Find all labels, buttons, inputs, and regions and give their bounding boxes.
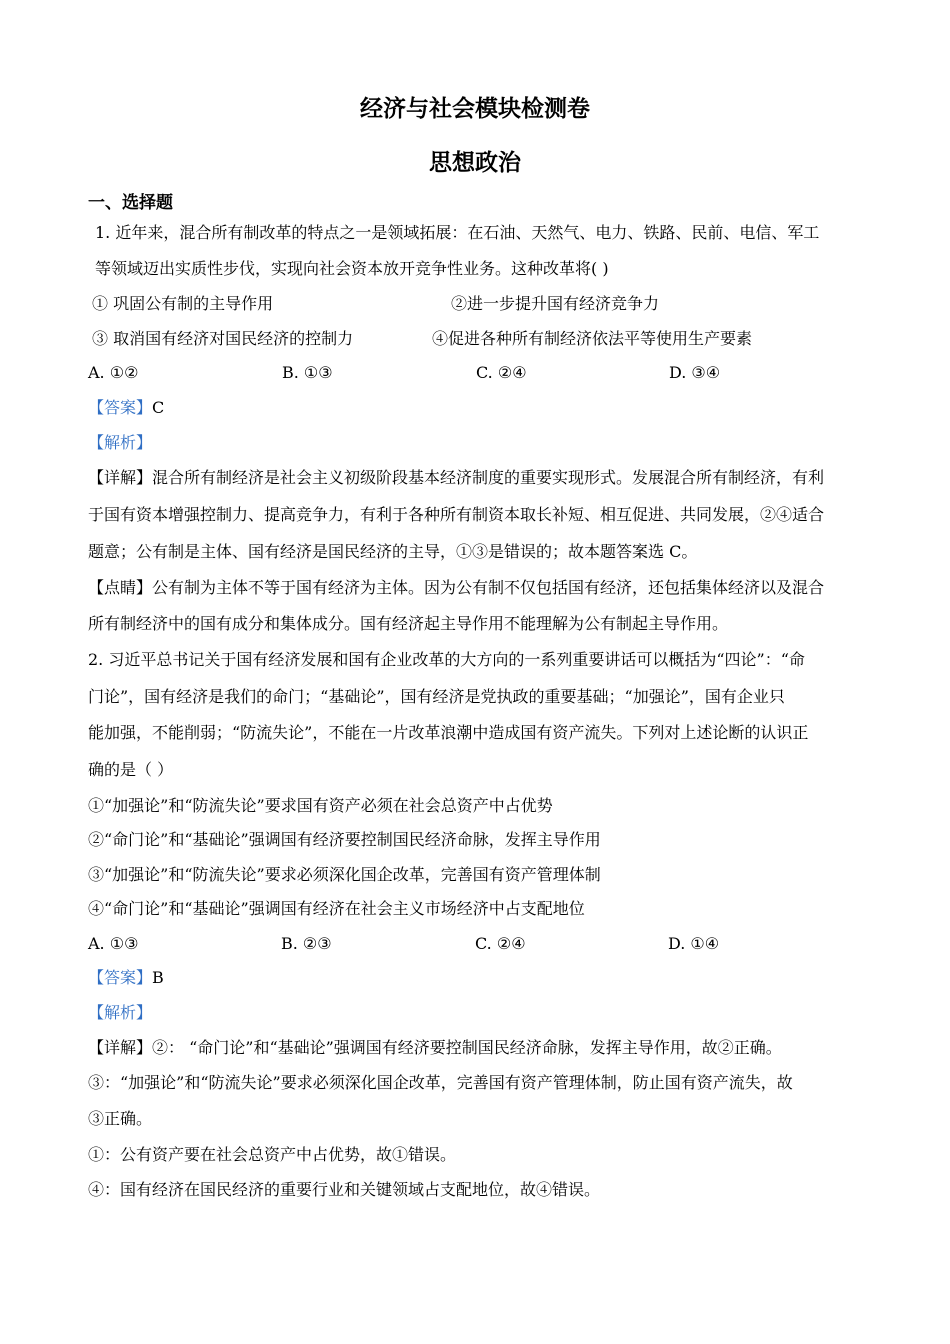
q1-option-a: A. ①② bbox=[88, 363, 139, 382]
q1-option-b: B. ①③ bbox=[282, 363, 333, 382]
q1-statement-2: ②进一步提升国有经济竞争力 bbox=[451, 294, 660, 313]
page-subtitle: 思想政治 bbox=[429, 149, 521, 176]
q2-answer-tag: 【答案】 bbox=[88, 968, 153, 987]
q1-detail-line-3: 题意；公有制是主体、国有经济是国民经济的主导，①③是错误的；故本题答案选 C。 bbox=[88, 542, 698, 561]
q2-stem-line-4: 确的是（ ） bbox=[88, 760, 174, 779]
q2-statement-4: ④“命门论”和“基础论”强调国有经济在社会主义市场经济中占支配地位 bbox=[88, 899, 585, 918]
q1-stem-line-1: 1. 近年来，混合所有制改革的特点之一是领域拓展：在石油、天然气、电力、铁路、民前、电信、军工 bbox=[95, 223, 820, 242]
q1-analysis-tag: 【解析】 bbox=[88, 433, 153, 452]
q2-answer-value: B bbox=[152, 968, 164, 987]
q2-stem-line-3: 能加强，不能削弱；“防流失论”，不能在一片改革浪潮中造成国有资产流失。下列对上述论断的认识正 bbox=[88, 723, 809, 742]
q2-detail-line-2: ③：“加强论”和“防流失论”要求必须深化国企改革，完善国有资产管理体制，防止国有资产流失，故 bbox=[88, 1073, 793, 1092]
q1-answer bbox=[88, 397, 164, 419]
q1-statement-4: ④促进各种所有制经济依法平等使用生产要素 bbox=[432, 329, 753, 348]
q1-answer-value: C bbox=[152, 398, 165, 417]
q2-analysis-tag: 【解析】 bbox=[88, 1003, 153, 1022]
q2-option-a: A. ①③ bbox=[88, 934, 139, 953]
q2-statement-2: ②“命门论”和“基础论”强调国有经济要控制国民经济命脉，发挥主导作用 bbox=[88, 830, 601, 849]
q2-detail-line-1: 【详解】②： “命门论”和“基础论”强调国有经济要控制国民经济命脉，发挥主导作用，故②正确。 bbox=[88, 1038, 782, 1057]
q2-answer bbox=[88, 967, 164, 989]
q1-answer-tag: 【答案】 bbox=[88, 398, 153, 417]
q2-stem-line-2: 门论”，国有经济是我们的命门；“基础论”，国有经济是党执政的重要基础；“加强论”，国有企业只 bbox=[88, 687, 785, 706]
q1-detail-line-1: 【详解】混合所有制经济是社会主义初级阶段基本经济制度的重要实现形式。发展混合所有制经济，有利 bbox=[88, 468, 825, 487]
q2-stem-line-1: 2. 习近平总书记关于国有经济发展和国有企业改革的大方向的一系列重要讲话可以概括为“四论”：“命 bbox=[88, 650, 805, 669]
q1-option-d: D. ③④ bbox=[669, 363, 721, 382]
q2-option-c: C. ②④ bbox=[475, 934, 526, 953]
q1-detail-line-2: 于国有资本增强控制力、提高竞争力，有利于各种所有制资本取长补短、相互促进、共同发展，②④适合 bbox=[88, 505, 825, 524]
q2-option-b: B. ②③ bbox=[281, 934, 332, 953]
q2-statement-3: ③“加强论”和“防流失论”要求必须深化国企改革，完善国有资产管理体制 bbox=[88, 865, 601, 884]
q1-note-line-1: 【点睛】公有制为主体不等于国有经济为主体。因为公有制不仅包括国有经济，还包括集体经济以及混合 bbox=[88, 578, 825, 597]
q2-detail-line-3: ③正确。 bbox=[88, 1109, 153, 1128]
q2-option-d: D. ①④ bbox=[668, 934, 720, 953]
q1-option-c: C. ②④ bbox=[476, 363, 527, 382]
q1-statement-3: ③ 取消国有经济对国民经济的控制力 bbox=[92, 329, 354, 348]
q2-detail-line-4: ①：公有资产要在社会总资产中占优势，故①错误。 bbox=[88, 1145, 457, 1164]
section-heading: 一、选择题 bbox=[88, 193, 173, 213]
q1-note-line-2: 所有制经济中的国有成分和集体成分。国有经济起主导作用不能理解为公有制起主导作用。 bbox=[88, 614, 729, 633]
q1-stem-line-2: 等领域迈出实质性步伐，实现向社会资本放开竞争性业务。这种改革将( ) bbox=[95, 259, 609, 278]
page-title: 经济与社会模块检测卷 bbox=[360, 95, 590, 122]
q1-statement-1: ① 巩固公有制的主导作用 bbox=[92, 294, 274, 313]
q2-detail-line-5: ④：国有经济在国民经济的重要行业和关键领域占支配地位，故④错误。 bbox=[88, 1180, 601, 1199]
q2-statement-1: ①“加强论”和“防流失论”要求国有资产必须在社会总资产中占优势 bbox=[88, 796, 553, 815]
